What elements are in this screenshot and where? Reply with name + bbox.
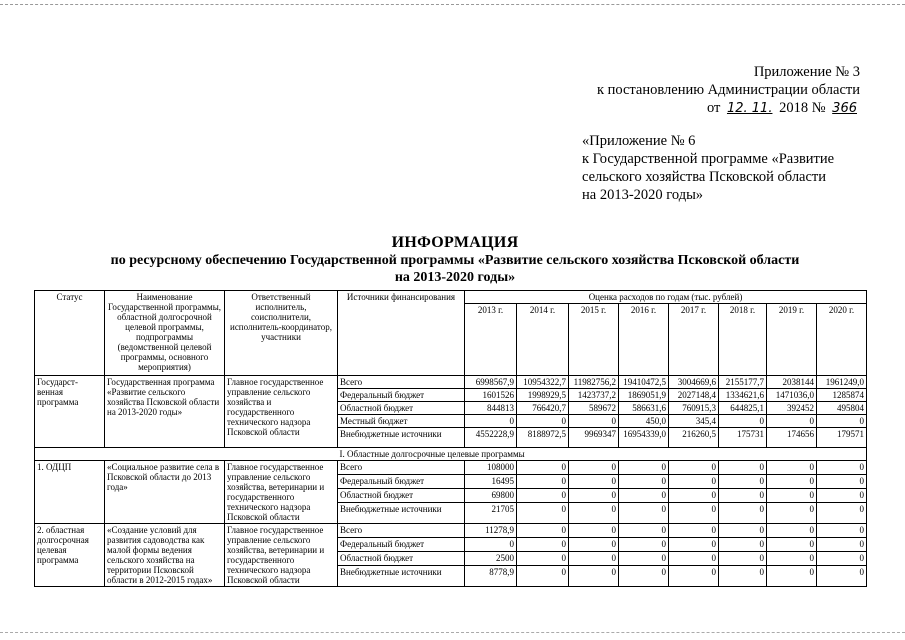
value-cell: 0	[719, 415, 767, 428]
header-year: 2013 г.	[465, 304, 517, 376]
value-cell: 0	[669, 502, 719, 523]
value-cell: 216260,5	[669, 428, 719, 448]
table-row	[35, 524, 867, 538]
appendix-3-date-line	[560, 99, 860, 118]
value-cell: 589672	[569, 402, 619, 415]
status-cell: 2. областная долгосрочная целевая программа	[35, 524, 105, 587]
value-cell: 0	[719, 537, 767, 551]
value-cell: 0	[669, 461, 719, 475]
value-cell: 0	[619, 565, 669, 586]
value-cell: 0	[517, 502, 569, 523]
value-cell: 0	[719, 474, 767, 488]
value-cell: 766420,7	[517, 402, 569, 415]
value-cell: 0	[517, 537, 569, 551]
value-cell: 16954339,0	[619, 428, 669, 448]
value-cell: 19410472,5	[619, 376, 669, 389]
value-cell: 175731	[719, 428, 767, 448]
value-cell: 69800	[465, 488, 517, 502]
value-cell: 0	[619, 537, 669, 551]
value-cell: 0	[569, 502, 619, 523]
value-cell: 11982756,2	[569, 376, 619, 389]
header-year: 2016 г.	[619, 304, 669, 376]
funding-source-cell: Внебюджетные источники	[338, 428, 465, 448]
value-cell: 1961249,0	[817, 376, 867, 389]
funding-source-cell: Всего	[338, 524, 465, 538]
value-cell: 8188972,5	[517, 428, 569, 448]
value-cell: 0	[817, 537, 867, 551]
value-cell: 450,0	[619, 415, 669, 428]
value-cell: 0	[719, 488, 767, 502]
value-cell: 0	[767, 565, 817, 586]
value-cell: 0	[569, 537, 619, 551]
value-cell: 0	[517, 415, 569, 428]
header-year: 2017 г.	[669, 304, 719, 376]
value-cell: 0	[719, 524, 767, 538]
value-cell: 0	[569, 524, 619, 538]
funding-source-cell: Всего	[338, 376, 465, 389]
value-cell: 179571	[817, 428, 867, 448]
value-cell: 2038144	[767, 376, 817, 389]
funding-source-cell: Областной бюджет	[338, 402, 465, 415]
page-top-edge	[0, 4, 905, 5]
value-cell: 0	[817, 502, 867, 523]
value-cell: 495804	[817, 402, 867, 415]
value-cell: 9969347	[569, 428, 619, 448]
funding-source-cell: Федеральный бюджет	[338, 537, 465, 551]
value-cell: 0	[569, 488, 619, 502]
value-cell: 1334621,6	[719, 389, 767, 402]
value-cell: 0	[517, 474, 569, 488]
value-cell: 644825,1	[719, 402, 767, 415]
value-cell: 16495	[465, 474, 517, 488]
header-executor: Ответственный исполнитель, соисполнители, исполнитель-координатор, участники	[225, 291, 338, 376]
value-cell: 0	[719, 565, 767, 586]
title-line-2: по ресурсному обеспечению Государственной программы «Развитие сельского хозяйства Псковской области	[110, 253, 800, 268]
section-blank	[35, 448, 338, 461]
header-estimate: Оценка расходов по годам (тыс. рублей)	[465, 291, 867, 304]
value-cell: 0	[669, 537, 719, 551]
appendix-6-line3: сельского хозяйства Псковской области	[582, 169, 827, 185]
value-cell: 0	[569, 551, 619, 565]
value-cell: 0	[767, 488, 817, 502]
value-cell: 0	[767, 502, 817, 523]
value-cell: 0	[719, 502, 767, 523]
value-cell: 10954322,7	[517, 376, 569, 389]
header-year: 2019 г.	[767, 304, 817, 376]
section-title: I. Областные долгосрочные целевые программы	[338, 448, 867, 461]
value-cell: 0	[465, 415, 517, 428]
table-row	[35, 376, 867, 389]
value-cell: 0	[767, 524, 817, 538]
appendix-6-header	[582, 132, 862, 204]
value-cell: 0	[569, 461, 619, 475]
value-cell: 0	[669, 524, 719, 538]
value-cell: 1869051,9	[619, 389, 669, 402]
appendix-3-title: Приложение № 3	[753, 64, 860, 80]
value-cell: 2155177,7	[719, 376, 767, 389]
appendix-6-line2: к Государственной программе «Развитие	[582, 151, 835, 167]
value-cell: 0	[767, 537, 817, 551]
value-cell: 0	[767, 474, 817, 488]
header-status: Статус	[35, 291, 105, 376]
value-cell: 1471036,0	[767, 389, 817, 402]
header-name: Наименование Государственной программы, областной долгосрочной целевой программы, подпрограммы (ведомственной целевой программы, основного мероприятия)	[105, 291, 225, 376]
value-cell: 0	[619, 488, 669, 502]
header-year: 2014 г.	[517, 304, 569, 376]
value-cell: 1601526	[465, 389, 517, 402]
value-cell: 3004669,6	[669, 376, 719, 389]
value-cell: 0	[817, 565, 867, 586]
value-cell: 345,4	[669, 415, 719, 428]
value-cell: 0	[719, 551, 767, 565]
handwritten-number: 366	[832, 101, 857, 116]
value-cell: 0	[569, 474, 619, 488]
value-cell: 0	[569, 565, 619, 586]
funding-source-cell: Федеральный бюджет	[338, 389, 465, 402]
value-cell: 0	[669, 474, 719, 488]
executor-cell: Главное государственное управление сельского хозяйства, ветеринарии и государственного технического надзора Псковской области	[225, 524, 338, 587]
funding-source-cell: Областной бюджет	[338, 551, 465, 565]
value-cell: 0	[619, 551, 669, 565]
value-cell: 844813	[465, 402, 517, 415]
handwritten-date: 12. 11.	[726, 101, 773, 116]
funding-source-cell: Всего	[338, 461, 465, 475]
value-cell: 0	[517, 524, 569, 538]
value-cell: 21705	[465, 502, 517, 523]
value-cell: 0	[669, 551, 719, 565]
value-cell: 0	[619, 502, 669, 523]
header-year: 2018 г.	[719, 304, 767, 376]
value-cell: 0	[817, 415, 867, 428]
funding-source-cell: Внебюджетные источники	[338, 565, 465, 586]
value-cell: 0	[767, 415, 817, 428]
value-cell: 0	[817, 488, 867, 502]
program-name-cell: Государственная программа «Развитие сельского хозяйства Псковской области на 2013-2020 годы»	[105, 376, 225, 448]
value-cell: 0	[569, 415, 619, 428]
table-row	[35, 461, 867, 475]
section-row	[35, 448, 867, 461]
value-cell: 1285874	[817, 389, 867, 402]
value-cell: 8778,9	[465, 565, 517, 586]
appendix-3-header	[560, 63, 860, 118]
value-cell: 0	[619, 461, 669, 475]
program-name-cell: «Создание условий для развития садоводства как малой формы ведения сельского хозяйства на территории Псковской области в 2012-2015 годах»	[105, 524, 225, 587]
executor-cell: Главное государственное управление сельского хозяйства и государственного технического надзора Псковской области	[225, 376, 338, 448]
value-cell: 586631,6	[619, 402, 669, 415]
value-cell: 0	[719, 461, 767, 475]
appendix-3-decree: к постановлению Администрации области	[596, 82, 860, 98]
value-cell: 0	[767, 461, 817, 475]
funding-source-cell: Федеральный бюджет	[338, 474, 465, 488]
value-cell: 0	[817, 524, 867, 538]
status-cell: 1. ОДЦП	[35, 461, 105, 524]
page-bottom-edge	[0, 632, 905, 633]
funding-source-cell: Местный бюджет	[338, 415, 465, 428]
value-cell: 0	[767, 551, 817, 565]
executor-cell: Главное государственное управление сельского хозяйства, ветеринарии и государственного технического надзора Псковской области	[225, 461, 338, 524]
appendix-6-title: «Приложение № 6	[582, 133, 696, 149]
value-cell: 0	[817, 474, 867, 488]
header-year: 2015 г.	[569, 304, 619, 376]
value-cell: 108000	[465, 461, 517, 475]
value-cell: 0	[517, 461, 569, 475]
value-cell: 392452	[767, 402, 817, 415]
appendix-6-line4: на 2013-2020 годы»	[582, 187, 704, 203]
value-cell: 0	[619, 474, 669, 488]
title-heading: ИНФОРМАЦИЯ	[391, 234, 519, 251]
value-cell: 11278,9	[465, 524, 517, 538]
document-title	[40, 234, 870, 286]
value-cell: 0	[465, 537, 517, 551]
value-cell: 0	[669, 565, 719, 586]
resource-table	[34, 290, 867, 587]
value-cell: 0	[669, 488, 719, 502]
value-cell: 174656	[767, 428, 817, 448]
value-cell: 2027148,4	[669, 389, 719, 402]
value-cell: 1423737,2	[569, 389, 619, 402]
value-cell: 6998567,9	[465, 376, 517, 389]
funding-source-cell: Внебюджетные источники	[338, 502, 465, 523]
title-line-3: на 2013-2020 годы»	[394, 270, 516, 285]
from-prefix: от	[706, 100, 721, 116]
value-cell: 4552228,9	[465, 428, 517, 448]
value-cell: 0	[517, 488, 569, 502]
value-cell: 1998929,5	[517, 389, 569, 402]
value-cell: 0	[817, 461, 867, 475]
year-text: 2018 №	[779, 100, 826, 116]
status-cell: Государст-венная программа	[35, 376, 105, 448]
value-cell: 0	[517, 551, 569, 565]
value-cell: 2500	[465, 551, 517, 565]
program-name-cell: «Социальное развитие села в Псковской области до 2013 года»	[105, 461, 225, 524]
header-sources: Источники финансирования	[338, 291, 465, 376]
value-cell: 0	[517, 565, 569, 586]
funding-source-cell: Областной бюджет	[338, 488, 465, 502]
value-cell: 760915,3	[669, 402, 719, 415]
value-cell: 0	[817, 551, 867, 565]
value-cell: 0	[619, 524, 669, 538]
header-year: 2020 г.	[817, 304, 867, 376]
